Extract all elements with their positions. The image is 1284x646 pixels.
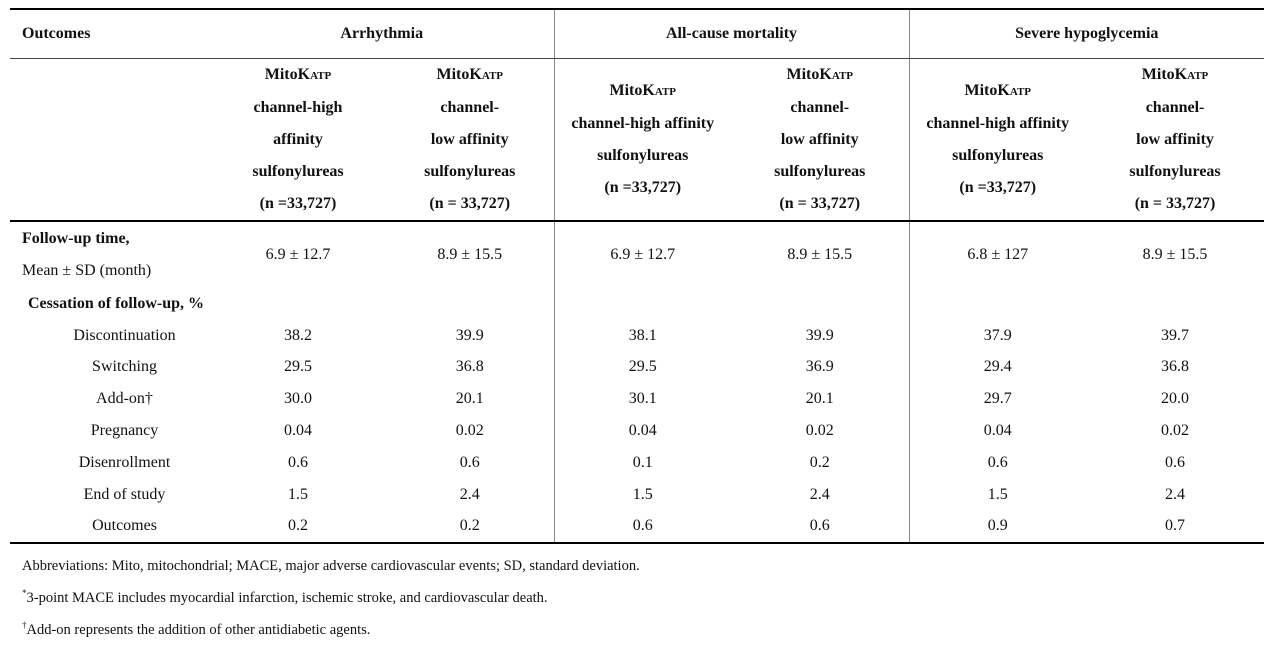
subheader-high-affinity: MitoKATP channel-high affinity sulfonylureas (n =33,727) — [554, 59, 731, 222]
table-row — [10, 447, 1264, 479]
table-cell: 1.5 — [288, 485, 308, 503]
subheader-high-affinity: MitoKATP channel-high affinity sulfonylureas (n =33,727) — [210, 59, 386, 222]
table-cell: 29.7 — [909, 383, 1086, 415]
table-row — [10, 320, 1264, 352]
table-cell: 29.4 — [909, 352, 1086, 384]
table-cell: 0.6 — [554, 511, 731, 544]
table-cell: 36.8 — [455, 358, 484, 376]
results-table-container — [10, 8, 1264, 646]
group-header-mortality: All-cause mortality — [554, 9, 909, 59]
table-cell: 30.1 — [554, 383, 731, 415]
table-cell: 0.02 — [805, 422, 834, 440]
subheader-low-affinity: MitoKATP channel- low affinity sulfonylureas (n = 33,727) — [731, 59, 909, 222]
table-footnotes — [10, 550, 1264, 646]
table-cell: 2.4 — [459, 485, 480, 503]
row-label: Outcomes — [10, 511, 210, 544]
table-cell: 6.8 ± 127 — [909, 221, 1086, 288]
group-header-row — [10, 9, 1264, 59]
row-label: Discontinuation — [73, 326, 176, 344]
table-cell: 39.9 — [455, 326, 484, 344]
row-label: Disenrollment — [78, 453, 171, 471]
table-row — [10, 511, 1264, 544]
table-cell: 0.04 — [284, 422, 312, 440]
table-cell: 0.6 — [1165, 453, 1186, 471]
table-cell: 29.5 — [554, 352, 731, 384]
table-cell: 2.4 — [809, 485, 830, 503]
row-label: Pregnancy — [90, 422, 159, 440]
table-cell: 0.7 — [1086, 511, 1264, 544]
table-cell: 0.04 — [554, 415, 731, 447]
table-cell: 0.02 — [455, 422, 484, 440]
group-header-arrhythmia: Arrhythmia — [210, 9, 554, 59]
table-cell: 38.2 — [284, 326, 312, 344]
table-cell: 8.9 ± 15.5 — [787, 246, 853, 263]
table-cell: 0.2 — [210, 511, 386, 544]
table-cell: 6.9 ± 12.7 — [265, 246, 331, 263]
table-cell: 8.9 ± 15.5 — [1142, 246, 1208, 263]
cessation-label: Cessation of follow-up, % — [27, 294, 204, 312]
table-cell: 0.2 — [809, 453, 830, 471]
table-cell: 1.5 — [554, 479, 731, 511]
mace-note: *3-point MACE includes myocardial infarction, ischemic stroke, and cardiovascular death. — [22, 588, 548, 607]
abbreviations-note: Abbreviations: Mito, mitochondrial; MACE, major adverse cardiovascular events; SD, standard deviation. — [22, 558, 640, 575]
table-cell: 20.1 — [805, 390, 834, 408]
subheader-high-affinity: MitoKATP channel-high affinity sulfonylureas (n =33,727) — [909, 59, 1086, 222]
followup-time-row — [10, 221, 1264, 288]
subheader-low-affinity: MitoKATP channel- low affinity sulfonylureas (n = 33,727) — [1086, 59, 1264, 222]
table-cell: 1.5 — [909, 479, 1086, 511]
table-cell: 2.4 — [1165, 485, 1186, 503]
table-row — [10, 415, 1264, 447]
table-cell: 0.2 — [386, 511, 554, 544]
row-label: Switching — [92, 358, 157, 376]
table-cell: 8.9 ± 15.5 — [437, 246, 503, 263]
table-cell: 0.6 — [288, 453, 308, 471]
table-cell: 20.0 — [1161, 390, 1190, 408]
row-label: Add-on† — [96, 390, 153, 408]
cessation-header-row — [10, 288, 1264, 320]
outcomes-header: Outcomes — [10, 9, 210, 59]
subgroup-header-row — [10, 59, 1264, 222]
table-cell: 6.9 ± 12.7 — [554, 221, 731, 288]
table-row — [10, 352, 1264, 384]
followup-table — [10, 8, 1264, 544]
group-header-hypoglycemia: Severe hypoglycemia — [909, 9, 1264, 59]
table-cell: 0.04 — [909, 415, 1086, 447]
table-cell: 38.1 — [554, 320, 731, 352]
table-cell: 0.1 — [554, 447, 731, 479]
table-cell: 0.6 — [731, 511, 909, 544]
table-cell: 29.5 — [284, 358, 312, 376]
empty-header-cell — [10, 59, 210, 222]
table-cell: 20.1 — [455, 390, 484, 408]
table-cell: 39.7 — [1161, 326, 1190, 344]
table-cell: 37.9 — [909, 320, 1086, 352]
table-cell: 0.6 — [909, 447, 1086, 479]
subheader-low-affinity: MitoKATP channel- low affinity sulfonylureas (n = 33,727) — [386, 59, 554, 222]
addon-note: †Add-on represents the addition of other antidiabetic agents. — [22, 620, 371, 639]
table-cell: 0.6 — [459, 453, 480, 471]
followup-label: Follow-up time, Mean ± SD (month) — [22, 230, 152, 279]
row-label: End of study — [83, 485, 166, 503]
table-cell: 36.8 — [1161, 358, 1190, 376]
table-cell: 0.9 — [909, 511, 1086, 544]
table-cell: 36.9 — [805, 358, 834, 376]
table-cell: 30.0 — [284, 390, 312, 408]
table-row — [10, 383, 1264, 415]
table-row — [10, 479, 1264, 511]
table-cell: 39.9 — [805, 326, 834, 344]
table-cell: 0.02 — [1161, 422, 1190, 440]
